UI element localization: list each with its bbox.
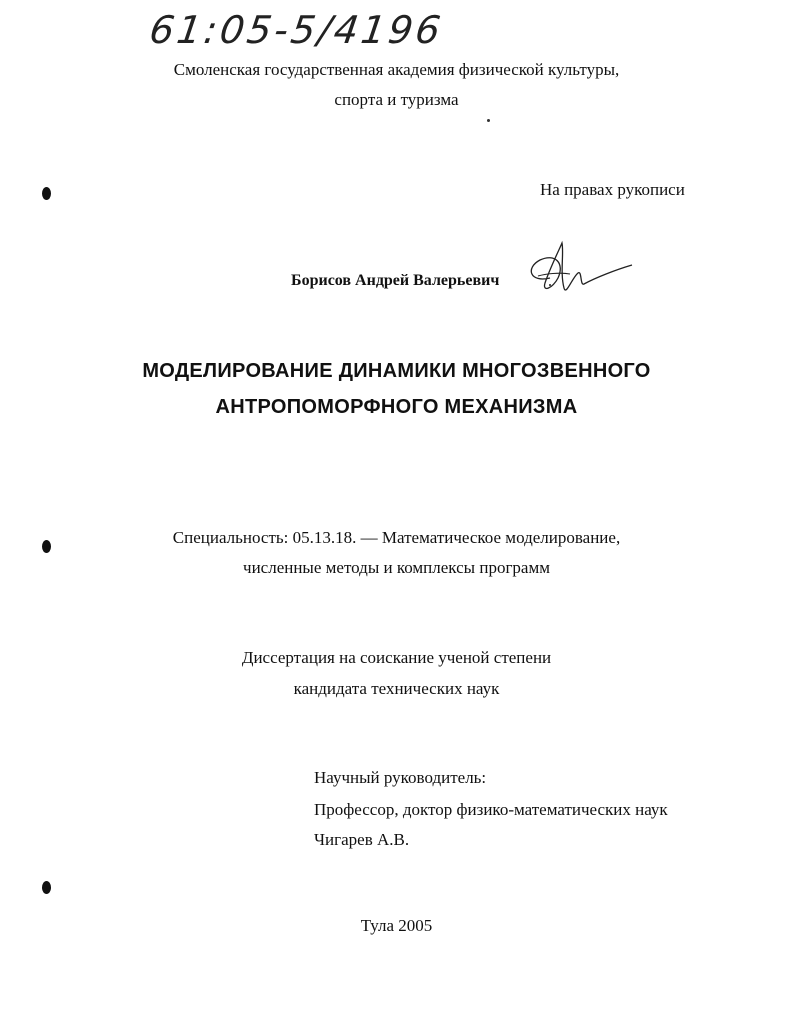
specialty-line-1: Специальность: 05.13.18. — Математическое моделирование, [172, 528, 621, 547]
degree-line-2: кандидата технических наук [293, 679, 500, 698]
degree-line-1: Диссертация на соискание ученой степени [241, 648, 552, 667]
dissertation-title-line-1: МОДЕЛИРОВАНИЕ ДИНАМИКИ МНОГОЗВЕННОГО [142, 360, 651, 382]
signature-icon [520, 238, 640, 308]
author-name: Борисов Андрей Валерьевич [291, 272, 500, 289]
punch-hole-1 [42, 187, 51, 200]
institution-line-2: спорта и туризма [334, 90, 459, 109]
punch-hole-3 [42, 881, 51, 894]
specialty-line-2: численные методы и комплексы программ [243, 558, 550, 577]
stray-dot [487, 119, 490, 122]
supervisor-position: Профессор, доктор физико-математических наук [314, 800, 668, 819]
city-year: Тула 2005 [360, 916, 433, 935]
archive-number: 61:05-5/4196 [146, 8, 447, 52]
dissertation-title-line-2: АНТРОПОМОРФНОГО МЕХАНИЗМА [215, 396, 578, 418]
supervisor-name: Чигарев А.В. [314, 830, 410, 849]
supervisor-heading: Научный руководитель: [314, 768, 487, 787]
rights-note: На правах рукописи [540, 180, 685, 199]
institution-line-1: Смоленская государственная академия физической культуры, [173, 60, 620, 79]
